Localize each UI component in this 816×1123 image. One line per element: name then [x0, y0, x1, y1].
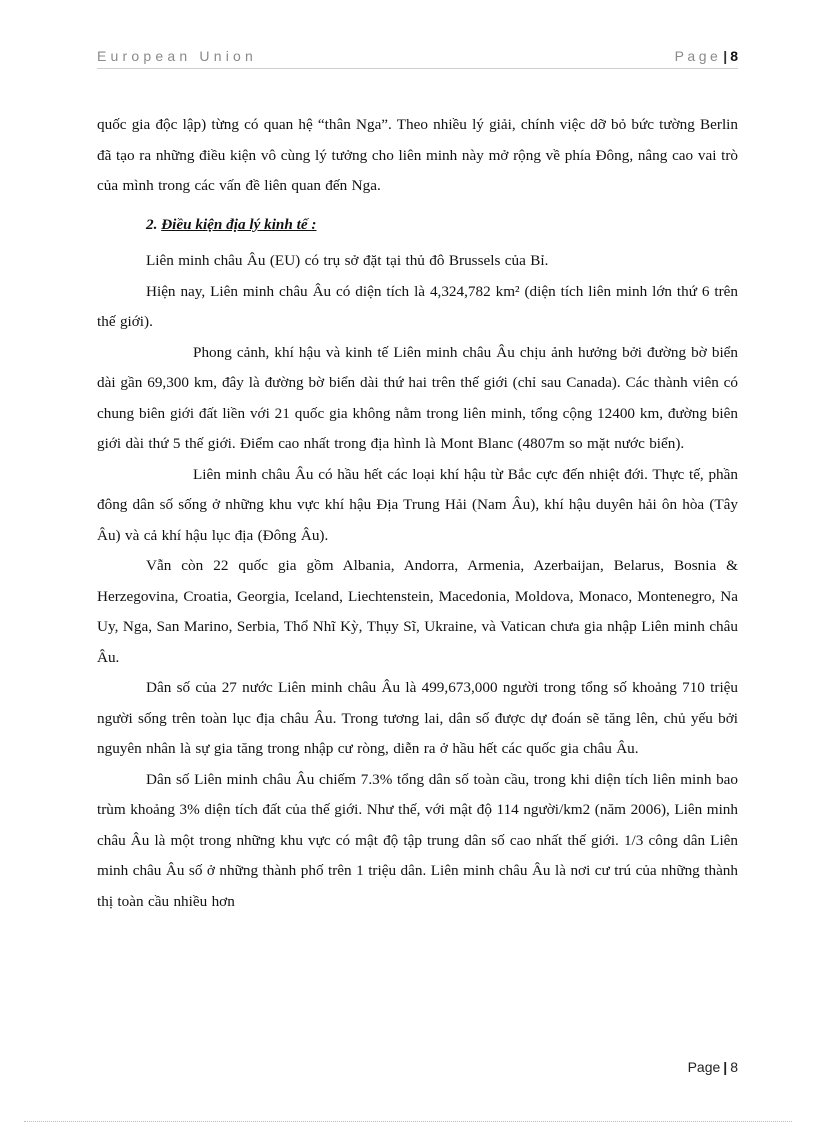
paragraph-density: Dân số Liên minh châu Âu chiếm 7.3% tổng dân số toàn cầu, trong khi diện tích liên minh bao trùm khoảng 3% diện tích đất của thế giới. Như thế, với mật độ 114 người/km2 (năm 2006), Liên minh châu Âu là một trong những khu vực có mật độ tập trung dân số cao nhất thế giới. 1/3 công dân Liên minh châu Âu số ở những thành phố trên 1 triệu dân. Liên minh châu Âu là nơi cư trú của những thành thị toàn cầu nhiều hơn — [97, 770, 738, 910]
paragraph-continuation: quốc gia độc lập) từng có quan hệ “thân Nga”. Theo nhiều lý giải, chính việc dỡ bỏ bức tường Berlin đã tạo ra những điều kiện vô cùng lý tưởng cho liên minh này mở rộng về phía Đông, nâng cao vai trò của mình trong các vấn đề liên quan đến Nga. — [97, 116, 738, 194]
footer-separator: | — [723, 1059, 728, 1075]
page-bottom-divider — [24, 1121, 792, 1122]
paragraph-area: Hiện nay, Liên minh châu Âu có diện tích là 4,324,782 km² (diện tích liên minh lớn thứ 6 trên thế giới). — [97, 282, 738, 330]
section-heading — [146, 210, 738, 241]
paragraph-non-members: Vẫn còn 22 quốc gia gồm Albania, Andorra, Armenia, Azerbaijan, Belarus, Bosnia & Herzegovina, Croatia, Georgia, Iceland, Liechtenstein, Macedonia, Moldova, Monaco, Montenegro, Na Uy, Nga, San Marino, Serbia, Thổ Nhĩ Kỳ, Thụy Sĩ, Ukraine, và Vatican chưa gia nhập Liên minh châu Âu. — [97, 557, 738, 666]
page-footer — [688, 1059, 738, 1075]
header-page-label: Page — [674, 48, 722, 64]
header-page-indicator — [675, 48, 738, 64]
document-body — [97, 110, 738, 917]
page-header — [97, 48, 738, 69]
section-number: 2. — [146, 215, 158, 233]
header-separator: | — [723, 48, 728, 64]
footer-page-label: Page — [687, 1059, 721, 1075]
header-page-number: 8 — [730, 48, 738, 64]
header-title: European Union — [97, 48, 257, 64]
section-title: Điều kiện địa lý kinh tế : — [161, 215, 317, 233]
footer-page-number: 8 — [730, 1059, 738, 1075]
paragraph-climate: Liên minh châu Âu có hầu hết các loại khí hậu từ Bắc cực đến nhiệt đới. Thực tế, phần đông dân số sống ở những khu vực khí hậu Địa Trung Hải (Nam Âu), khí hậu duyên hải ôn hòa (Tây Âu) và cả khí hậu lục địa (Đông Âu). — [97, 465, 738, 544]
paragraph-coastline: Phong cảnh, khí hậu và kinh tế Liên minh châu Âu chịu ảnh hưởng bởi đường bờ biển dài gần 69,300 km, đây là đường bờ biển dài thứ hai trên thế giới (chỉ sau Canada). Các thành viên có chung biên giới đất liền với 21 quốc gia không nằm trong liên minh, tổng cộng 12400 km, đường biên giới dài thứ 5 thế giới. Điểm cao nhất trong địa hình là Mont Blanc (4807m so mặt nước biển). — [97, 343, 738, 452]
paragraph-population: Dân số của 27 nước Liên minh châu Âu là 499,673,000 người trong tổng số khoảng 710 triệu người sống trên toàn lục địa châu Âu. Trong tương lai, dân số được dự đoán sẽ tăng lên, chủ yếu bởi nguyên nhân là sự gia tăng trong nhập cư ròng, diễn ra ở hầu hết các quốc gia châu Âu. — [97, 679, 738, 757]
paragraph-headquarters: Liên minh châu Âu (EU) có trụ sở đặt tại thủ đô Brussels của Bỉ. — [146, 252, 549, 269]
